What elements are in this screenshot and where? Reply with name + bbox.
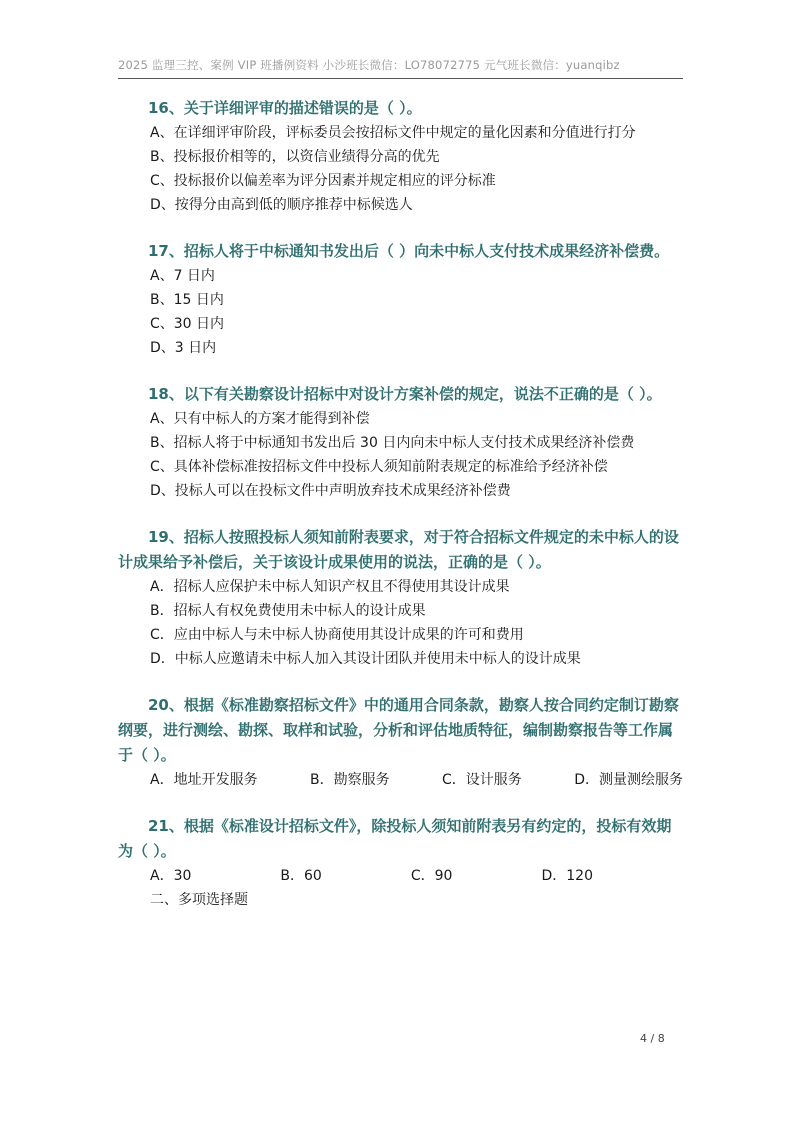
option-a: A．地址开发服务 [150, 772, 258, 788]
option-c: C、投标报价以偏差率为评分因素并规定相应的评分标准 [150, 173, 496, 189]
question-title: 18、以下有关勘察设计招标中对设计方案补偿的规定，说法不正确的是（ ）。 [148, 385, 662, 403]
options-row [118, 864, 683, 888]
question-20 [118, 693, 683, 792]
option-c: C、30 日内 [150, 316, 225, 332]
option-b: B、投标报价相等的，以资信业绩得分高的优先 [150, 149, 440, 165]
option-d: D．中标人应邀请未中标人加入其设计团队并使用未中标人的设计成果 [150, 651, 581, 667]
option-d: D．测量测绘服务 [574, 772, 683, 788]
option-c: C．应由中标人与未中标人协商使用其设计成果的许可和费用 [150, 627, 524, 643]
option-b: B．招标人有权免费使用未中标人的设计成果 [150, 603, 426, 619]
option-a: A、7 日内 [150, 268, 215, 284]
question-21 [118, 814, 683, 912]
page-header: 2025 监理三控、案例 VIP 班播例资料 小沙班长微信：LO78072775 元气班长微信：yuanqibz [118, 58, 620, 72]
option-a: A、在详细评审阶段，评标委员会按招标文件中规定的量化因素和分值进行打分 [150, 125, 636, 141]
document-body [118, 96, 683, 912]
question-title: 21、根据《标准设计招标文件》，除投标人须知前附表另有约定的，投标有效期为（ ）。 [118, 817, 672, 860]
option-c: C、具体补偿标准按招标文件中投标人须知前附表规定的标准给予经济补偿 [150, 459, 608, 475]
option-d: D、3 日内 [150, 340, 217, 356]
question-title: 20、根据《标准勘察招标文件》中的通用合同条款，勘察人按合同约定制订勘察纲要，进行测绘、勘探、取样和试验，分析和评估地质特征，编制勘察报告等工作属于（ ）。 [118, 696, 679, 764]
question-18 [118, 382, 683, 503]
question-title: 17、招标人将于中标通知书发出后（ ）向未中标人支付技术成果经济补偿费。 [148, 242, 670, 260]
option-a: A．招标人应保护未中标人知识产权且不得使用其设计成果 [150, 579, 510, 595]
option-b: B、招标人将于中标通知书发出后 30 日内向未中标人支付技术成果经济补偿费 [150, 435, 635, 451]
option-a: A．30 [150, 868, 192, 884]
option-d: D．120 [541, 868, 593, 884]
option-c: C．90 [410, 868, 453, 884]
option-d: D、投标人可以在投标文件中声明放弃技术成果经济补偿费 [150, 483, 511, 499]
question-title: 19、招标人按照投标人须知前附表要求，对于符合招标文件规定的未中标人的设计成果给予补偿后，关于该设计成果使用的说法，正确的是（ ）。 [118, 528, 679, 571]
question-19 [118, 525, 683, 671]
option-d: D、按得分由高到低的顺序推荐中标候选人 [150, 197, 413, 213]
option-b: B．60 [280, 868, 322, 884]
section-title: 二、多项选择题 [150, 892, 248, 908]
header-divider [118, 78, 683, 79]
option-b: B、15 日内 [150, 292, 224, 308]
option-c: C．设计服务 [442, 772, 522, 788]
option-b: B．勘察服务 [309, 772, 390, 788]
option-a: A、只有中标人的方案才能得到补偿 [150, 411, 370, 427]
question-17 [118, 239, 683, 360]
page-number: 4 / 8 [640, 1032, 665, 1045]
question-title: 16、关于详细评审的描述错误的是（ ）。 [148, 99, 422, 117]
options-row [118, 768, 683, 792]
question-16 [118, 96, 683, 217]
